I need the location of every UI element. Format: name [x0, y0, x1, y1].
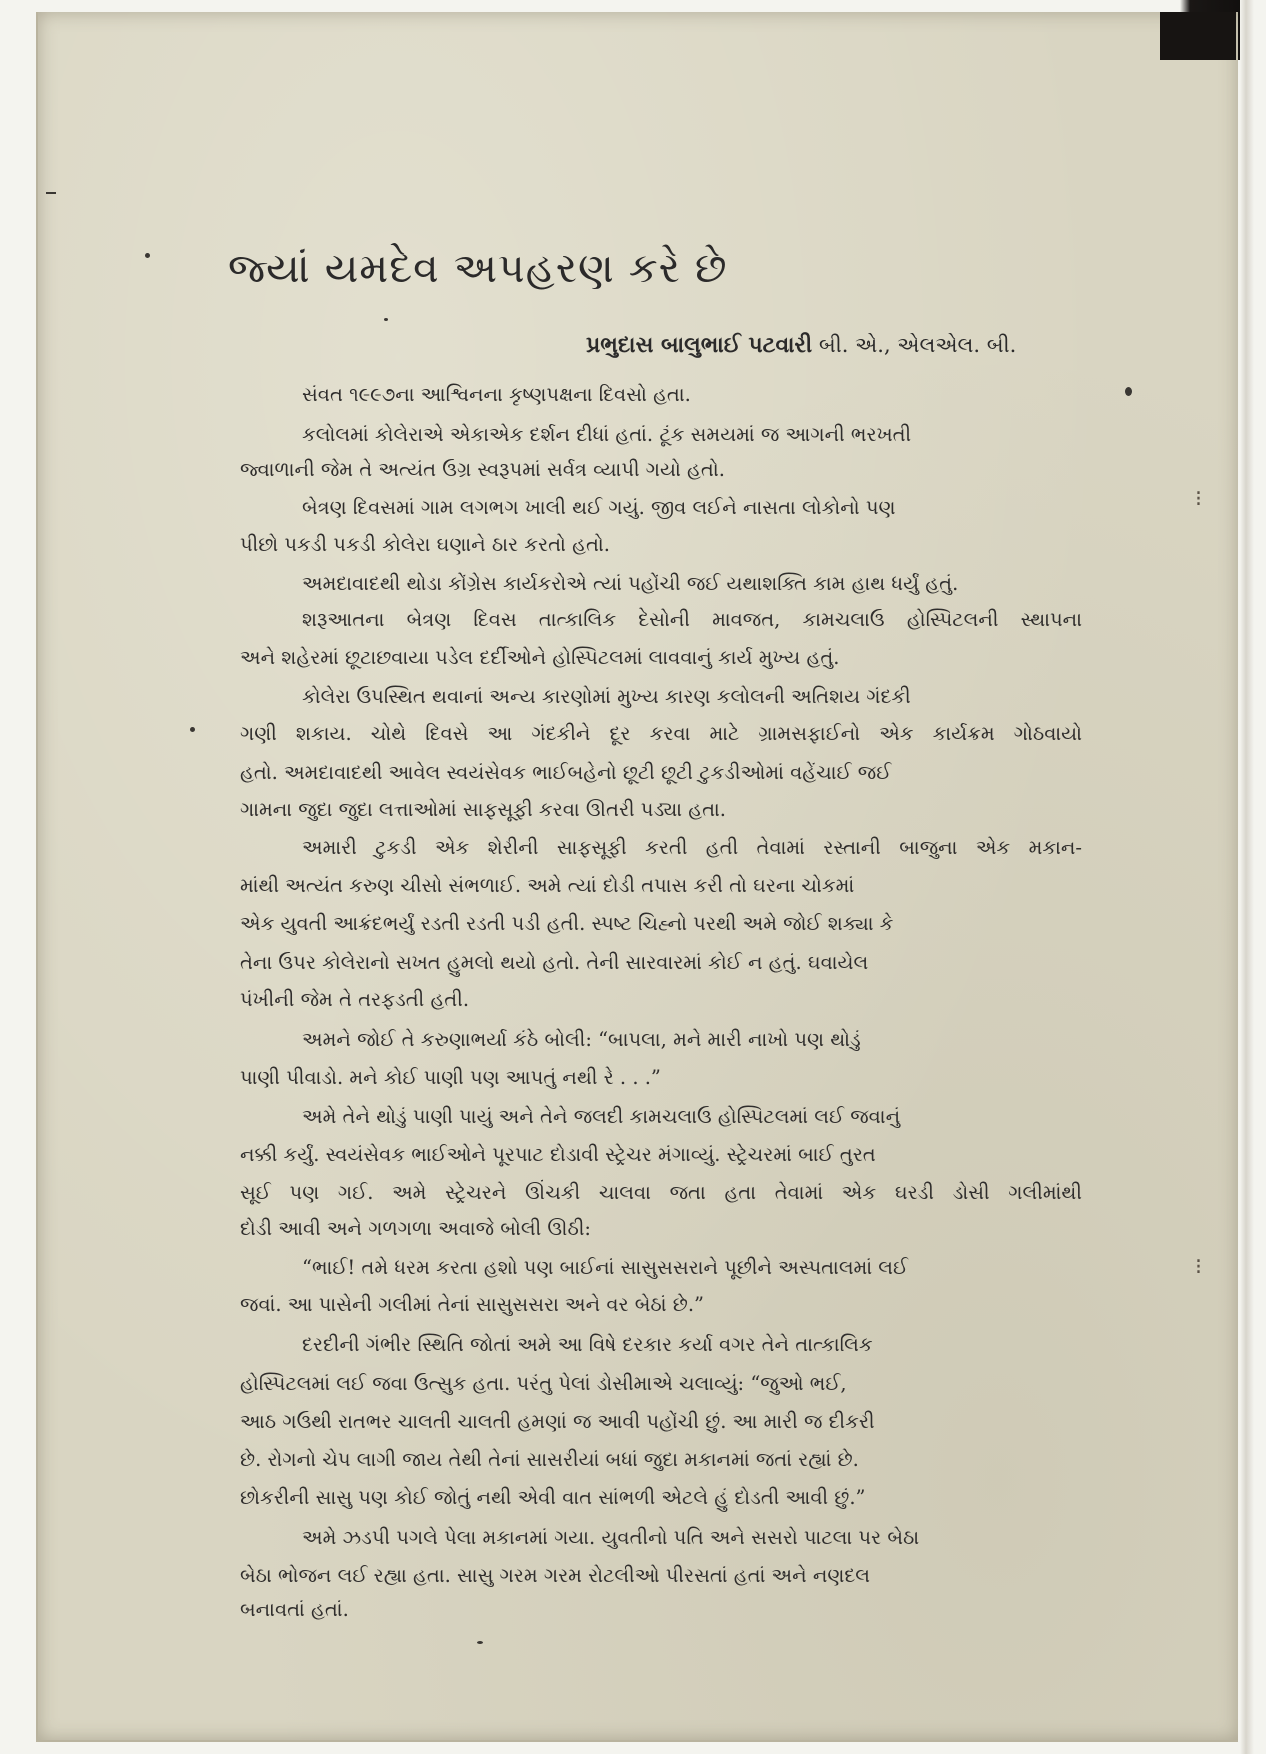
body-line: ગણી શકાય. ચોથે દિવસે આ ગંદકીને દૂર કરવા માટે ગ્રામસફાઈનો એક કાર્યક્રમ ગોઠવાયો	[240, 722, 1083, 745]
body-line: અમારી ટુકડી એક શેરીની સાફસૂફી કરતી હતી તેવામાં રસ્તાની બાજુના એક મકાન-	[302, 836, 1082, 859]
body-line: જવાં. આ પાસેની ગલીમાં તેનાં સાસુસસરા અને વર બેઠાં છે.”	[240, 1293, 704, 1316]
body-line: અને શહેરમાં છૂટાછવાયા પડેલ દર્દીઓને હોસ્પિટલમાં લાવવાનું કાર્ય મુખ્ય હતું.	[240, 646, 840, 669]
body-line: કોલેરા ઉપસ્થિત થવાનાં અન્ય કારણોમાં મુખ્ય કારણ કલોલની અતિશય ગંદકી	[302, 685, 911, 708]
body-line: પીછો પકડી પકડી કોલેરા ઘણાને ઠાર કરતો હતો.	[240, 533, 610, 556]
body-line: દરદીની ગંભીર સ્થિતિ જોતાં અમે આ વિષે દરકાર કર્યા વગર તેને તાત્કાલિક	[302, 1333, 873, 1356]
body-line: તેના ઉપર કોલેરાનો સખત હુમલો થયો હતો. તેની સારવારમાં કોઈ ન હતું. ઘવાયેલ	[240, 951, 869, 974]
body-line: સૂઈ પણ ગઈ. અમે સ્ટ્રેચરને ઊંચકી ચાલવા જતા હતા તેવામાં એક ઘરડી ડોસી ગલીમાંથી	[240, 1181, 1082, 1204]
ink-speck	[145, 253, 150, 258]
body-line: બનાવતાં હતાં.	[240, 1598, 349, 1621]
author-line	[586, 332, 1016, 358]
body-line: અમદાવાદથી થોડા કોંગ્રેસ કાર્યકરોએ ત્યાં પહોંચી જઈ યથાશક્તિ કામ હાથ ધર્યું હતું.	[302, 572, 959, 595]
ink-speck	[477, 1641, 483, 1644]
ink-speck	[1125, 387, 1132, 396]
article-title: જ્યાં યમદેવ અપહરણ કરે છે	[228, 244, 728, 292]
body-line: ગામના જુદા જુદા લત્તાઓમાં સાફસૂફી કરવા ઊતરી પડ્યા હતા.	[240, 798, 726, 821]
body-line: એક યુવતી આક્રંદભર્યું રડતી રડતી પડી હતી. સ્પષ્ટ ચિહ્નો પરથી અમે જોઈ શક્યા કે	[240, 912, 894, 935]
body-line: “ભાઈ! તમે ધરમ કરતા હશો પણ બાઈનાં સાસુસસરાને પૂછીને અસ્પતાલમાં લઈ	[302, 1256, 909, 1279]
binding-mark: ⁝	[1195, 1255, 1202, 1280]
ink-speck	[190, 727, 195, 732]
body-line: માંથી અત્યંત કરુણ ચીસો સંભળાઈ. અમે ત્યાં દોડી તપાસ કરી તો ઘરના ચોકમાં	[240, 874, 855, 897]
binding-mark: ⁝	[1195, 487, 1202, 512]
body-line: સંવત ૧૯૯૭ના આશ્વિનના કૃષ્ણપક્ષના દિવસો હતા.	[302, 383, 691, 406]
body-line: હતો. અમદાવાદથી આવેલ સ્વયંસેવક ભાઈબહેનો છૂટી છૂટી ટુકડીઓમાં વહેંચાઈ જઈ	[240, 761, 892, 784]
body-line: છોકરીની સાસુ પણ કોઈ જોતું નથી એવી વાત સાંભળી એટલે હું દોડતી આવી છું.”	[240, 1486, 866, 1509]
author-name: પ્રભુદાસ બાલુભાઈ પટવારી	[586, 332, 813, 358]
scanner-corner-shadow	[1160, 12, 1236, 60]
scanner-edge	[1240, 0, 1266, 1754]
body-line: છે. રોગનો ચેપ લાગી જાય તેથી તેનાં સાસરીયાં બધાં જુદા મકાનમાં જતાં રહ્યાં છે.	[240, 1448, 859, 1471]
body-line: બેત્રણ દિવસમાં ગામ લગભગ ખાલી થઈ ગયું. જીવ લઈને નાસતા લોકોનો પણ	[302, 496, 896, 519]
body-line: અમને જોઈ તે કરુણાભર્યા કંઠે બોલી: “બાપલા, મને મારી નાખો પણ થોડું	[302, 1028, 861, 1051]
body-line: બેઠા ભોજન લઈ રહ્યા હતા. સાસુ ગરમ ગરમ રોટલીઓ પીરસતાં હતાં અને નણદલ	[240, 1564, 871, 1587]
body-line: હોસ્પિટલમાં લઈ જવા ઉત્સુક હતા. પરંતુ પેલાં ડોસીમાએ ચલાવ્યું: “જુઓ ભઈ,	[240, 1372, 847, 1395]
ink-speck	[384, 318, 388, 321]
body-line: જ્વાળાની જેમ તે અત્યંત ઉગ્ર સ્વરૂપમાં સર્વત્ર વ્યાપી ગયો હતો.	[240, 458, 725, 481]
body-line: પંખીની જેમ તે તરફડતી હતી.	[240, 988, 470, 1011]
body-line: શરૂઆતના બેત્રણ દિવસ તાત્કાલિક દેસોની માવજત, કામચલાઉ હોસ્પિટલની સ્થાપના	[302, 608, 1082, 631]
body-line: પાણી પીવાડો. મને કોઈ પાણી પણ આપતું નથી રે . . .”	[240, 1066, 661, 1089]
body-line: અમે ઝડપી પગલે પેલા મકાનમાં ગયા. યુવતીનો પતિ અને સસરો પાટલા પર બેઠા	[302, 1526, 920, 1549]
body-line: કલોલમાં કોલેરાએ એકાએક દર્શન દીધાં હતાં. ટૂંક સમયમાં જ આગની ભરખતી	[302, 423, 912, 446]
body-line: નક્કી કર્યું. સ્વયંસેવક ભાઈઓને પૂરપાટ દોડાવી સ્ટ્રેચર મંગાવ્યું. સ્ટ્રેચરમાં બાઈ તુરત	[240, 1143, 876, 1166]
ink-speck	[46, 192, 56, 194]
author-degree: બી. એ., એલએલ. બી.	[818, 333, 1017, 357]
body-line: અમે તેને થોડું પાણી પાયું અને તેને જલદી કામચલાઉ હોસ્પિટલમાં લઈ જવાનું	[302, 1105, 901, 1128]
body-line: દોડી આવી અને ગળગળા અવાજે બોલી ઊઠી:	[240, 1217, 592, 1240]
body-line: આઠ ગઉથી રાતભર ચાલતી ચાલતી હમણાં જ આવી પહોંચી છું. આ મારી જ દીકરી	[240, 1410, 875, 1433]
